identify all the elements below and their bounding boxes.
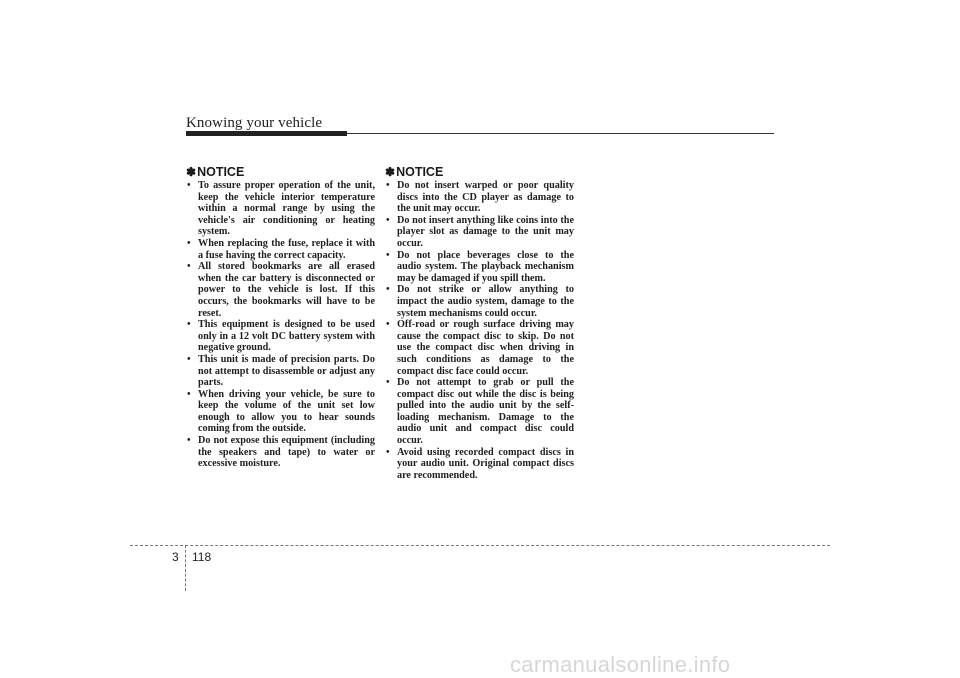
list-item: • Avoid using recorded compact discs in your audio unit. Original compact discs are recommended. (385, 447, 574, 482)
notice-list-left (186, 180, 375, 470)
list-item: • When replacing the fuse, replace it with a fuse having the correct capacity. (186, 238, 375, 261)
footer-rule (130, 545, 830, 546)
list-item: • This unit is made of precision parts. Do not attempt to disassemble or adjust any parts. (186, 354, 375, 389)
notice-heading-right (385, 165, 574, 179)
notice-heading-text: NOTICE (396, 165, 444, 179)
list-item: • To assure proper operation of the unit, keep the vehicle interior temperature within a normal range by using the vehicle's air conditioning or heating system. (186, 180, 375, 238)
notice-heading-text: NOTICE (197, 165, 245, 179)
list-item: • Do not insert anything like coins into the player slot as damage to the unit may occur. (385, 215, 574, 250)
notice-block-left (186, 165, 375, 470)
notice-list-right (385, 180, 574, 481)
page-header-title: Knowing your vehicle (186, 115, 323, 131)
list-item: • Do not strike or allow anything to impact the audio system, damage to the system mechanisms could occur. (385, 284, 574, 319)
notice-heading-left (186, 165, 375, 179)
watermark-text: carmanualsonline.info (510, 652, 731, 677)
header-accent-bar (186, 131, 347, 136)
list-item: • Off-road or rough surface driving may cause the compact disc to skip. Do not use the compact disc when driving in such conditions as damage to the compact disc face could occur. (385, 319, 574, 377)
page-number: 118 (192, 550, 212, 564)
list-item: • Do not expose this equipment (including the speakers and tape) to water or excessive moisture. (186, 435, 375, 470)
list-item: • Do not attempt to grab or pull the compact disc out while the disc is being pulled into the audio unit by the self-loading mechanism. Damage to the audio unit and compact disc could occur. (385, 377, 574, 447)
list-item: • All stored bookmarks are all erased when the car battery is disconnected or power to the vehicle is lost. If this occurs, the bookmarks will have to be reset. (186, 261, 375, 319)
list-item: • Do not place beverages close to the audio system. The playback mechanism may be damaged if you spill them. (385, 250, 574, 285)
notice-star-icon: ✽ (385, 165, 396, 179)
list-item: • Do not insert warped or poor quality discs into the CD player as damage to the unit may occur. (385, 180, 574, 215)
footer-divider (185, 545, 186, 591)
list-item: • When driving your vehicle, be sure to keep the volume of the unit set low enough to allow you to hear sounds coming from the outside. (186, 389, 375, 435)
chapter-number: 3 (172, 550, 179, 564)
notice-star-icon: ✽ (186, 165, 197, 179)
notice-block-right (385, 165, 574, 481)
list-item: • This equipment is designed to be used only in a 12 volt DC battery system with negative ground. (186, 319, 375, 354)
